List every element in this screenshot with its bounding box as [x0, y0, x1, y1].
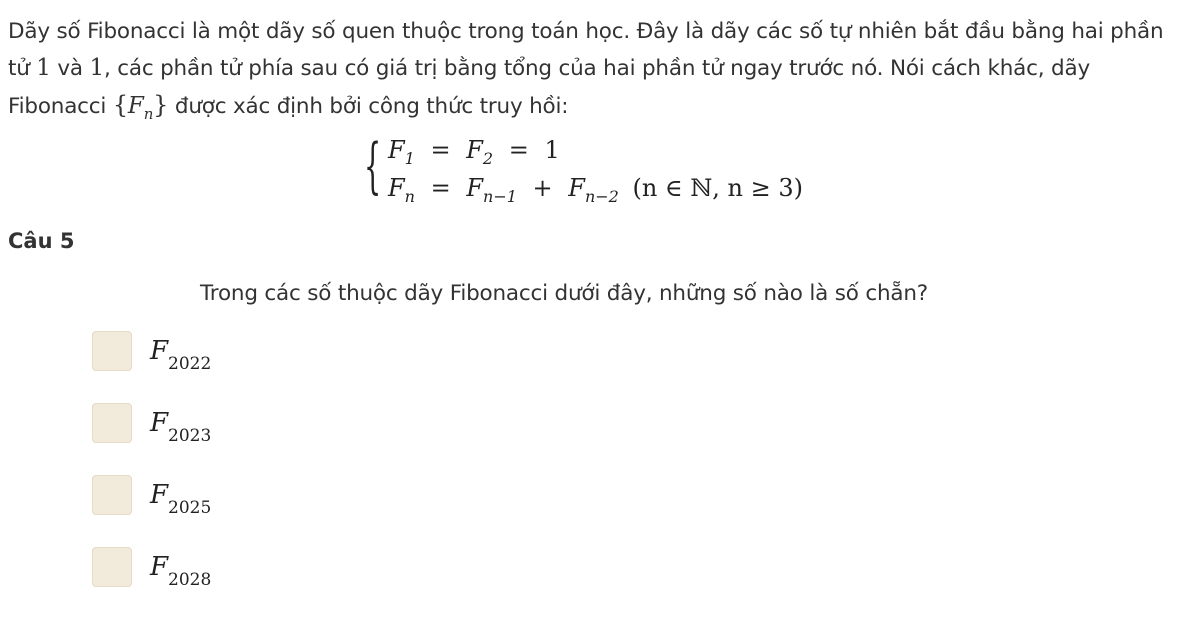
option-4-var: F — [150, 551, 169, 582]
option-1[interactable] — [92, 329, 211, 373]
f1-var: F — [388, 136, 405, 164]
option-2-checkbox[interactable] — [92, 403, 132, 443]
intro-text-4: được xác định bởi công thức truy hồi: — [168, 94, 569, 119]
option-1-var: F — [150, 335, 169, 366]
plus-sign: + — [532, 174, 553, 202]
equals-sign-2: = — [508, 136, 529, 164]
option-4-checkbox[interactable] — [92, 547, 132, 587]
option-4-label — [150, 551, 212, 591]
option-3-checkbox[interactable] — [92, 475, 132, 515]
intro-text-1: Dãy số Fibonacci là một dãy số quen thuộc trong toán học. Đây là dãy các số tự nhiên bắt đầu bằng hai phần tử — [8, 19, 1164, 81]
set-notation — [112, 91, 169, 123]
option-2-var: F — [150, 407, 169, 438]
question-label: Câu 5 — [8, 229, 75, 253]
option-2-sub: 2023 — [168, 426, 212, 447]
set-variable: F — [127, 93, 144, 119]
intro-text-3: , các phần tử phía sau có giá trị bằng tổng của hai phần tử ngay trước nó. Nói cách khác, dãy Fibonacci — [8, 56, 1090, 119]
formula-condition: (n ∈ ℕ, n ≥ 3) — [632, 174, 803, 202]
set-close-brace: } — [153, 91, 169, 119]
set-open-brace: { — [112, 91, 128, 119]
option-3-label — [150, 479, 212, 519]
math-one-a: 1 — [36, 55, 51, 81]
f2-var: F — [466, 136, 483, 164]
option-3-sub: 2025 — [168, 498, 212, 519]
equals-sign-1: = — [430, 136, 451, 164]
set-subscript: n — [143, 104, 154, 123]
intro-paragraph — [8, 14, 1178, 132]
option-3[interactable] — [92, 473, 211, 517]
fn-var: F — [388, 174, 405, 202]
option-4-sub: 2028 — [168, 570, 212, 591]
fb-var: F — [568, 174, 585, 202]
formula-row-1 — [388, 136, 560, 168]
option-1-checkbox[interactable] — [92, 331, 132, 371]
initial-value: 1 — [544, 136, 560, 164]
intro-text-2: và — [50, 56, 90, 81]
equals-sign-3: = — [430, 174, 451, 202]
question-text: Trong các số thuộc dãy Fibonacci dưới đây, những số nào là số chẵn? — [200, 281, 928, 306]
system-brace: { — [364, 131, 382, 201]
option-3-var: F — [150, 479, 169, 510]
formula-row-2 — [388, 174, 803, 206]
fb-sub: n−2 — [584, 186, 619, 206]
option-1-sub: 2022 — [168, 354, 212, 375]
fa-var: F — [466, 174, 484, 202]
option-4[interactable] — [92, 545, 211, 589]
option-2-label — [150, 407, 212, 447]
f1-sub: 1 — [404, 148, 415, 168]
math-one-b: 1 — [89, 55, 104, 81]
fn-sub: n — [404, 186, 415, 206]
recurrence-formula — [364, 132, 824, 212]
option-2[interactable] — [92, 401, 211, 445]
option-1-label — [150, 335, 212, 375]
f2-sub: 2 — [482, 148, 494, 168]
fa-sub: n−1 — [483, 186, 517, 206]
